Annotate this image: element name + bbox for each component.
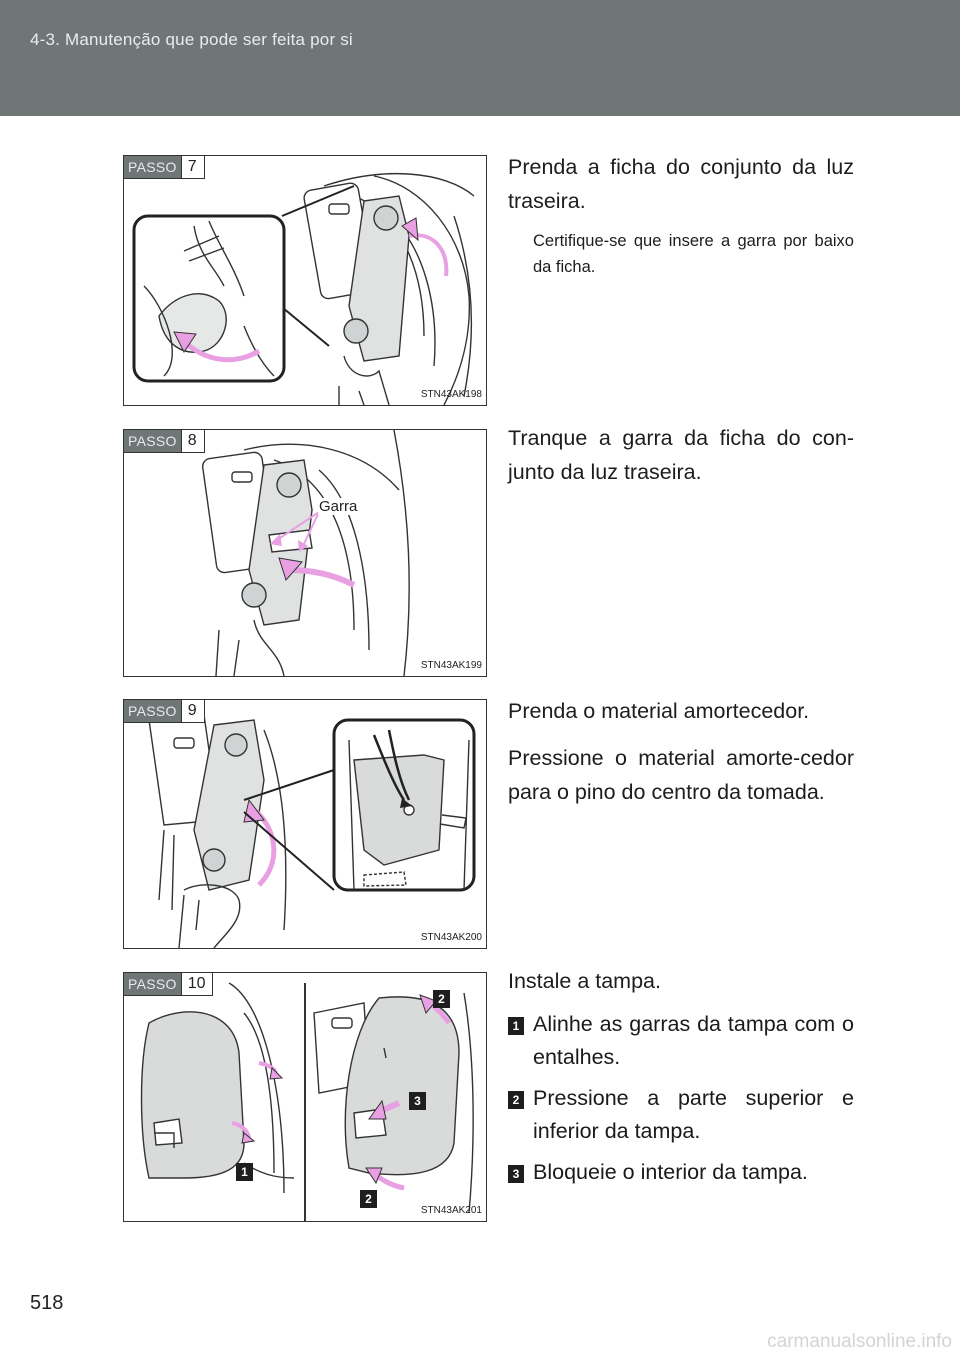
- figure-marker-1: 1: [236, 1163, 253, 1181]
- step-badge: [124, 973, 213, 996]
- substep-item: [508, 1156, 854, 1189]
- substep-number-box: 2: [508, 1091, 524, 1109]
- substep-text: Alinhe as garras da tampa com o entalhes.: [533, 1012, 854, 1069]
- step-8-text: [508, 421, 854, 489]
- step-word: PASSO: [124, 156, 181, 178]
- substep-list: [508, 1008, 854, 1189]
- substep-item: [508, 1082, 854, 1148]
- figure-marker-2-top: 2: [433, 990, 450, 1008]
- instruction-detail: Pressione o material amorte-cedor para o pino do centro da tomada.: [508, 746, 854, 804]
- step-word: PASSO: [124, 430, 181, 452]
- step-badge: [124, 430, 205, 453]
- step-word: PASSO: [124, 973, 181, 995]
- claw-callout-label: Garra: [319, 498, 358, 515]
- cushion-material-illustration: [124, 700, 486, 948]
- figure-code: STN43AK198: [420, 389, 482, 400]
- instruction: Instale a tampa.: [508, 969, 661, 993]
- note: Certifique-se que insere a garra por baixo da ficha.: [533, 232, 854, 276]
- step-number: 10: [181, 973, 212, 995]
- cover-install-illustration: [124, 973, 486, 1221]
- figure-code: STN43AK199: [420, 660, 482, 671]
- substep-item: [508, 1008, 854, 1074]
- step-10-text: [508, 964, 854, 1197]
- instruction: Prenda a ficha do conjunto da luz traseira.: [508, 155, 854, 213]
- substep-number-box: 3: [508, 1165, 524, 1183]
- figure-code: STN43AK200: [420, 932, 482, 943]
- figure-step-9: [123, 699, 487, 949]
- substep-text: Bloqueie o interior da tampa.: [533, 1160, 808, 1184]
- watermark: carmanualsonline.info: [767, 1331, 952, 1352]
- step-9-text: [508, 694, 854, 809]
- substep-number-box: 1: [508, 1017, 524, 1035]
- substep-text: Pressione a parte superior e inferior da tampa.: [533, 1086, 854, 1143]
- figure-step-8: [123, 429, 487, 677]
- section-title: 4-3. Manutenção que pode ser feita por si: [30, 30, 353, 49]
- figure-step-7: [123, 155, 487, 406]
- figure-marker-3: 3: [409, 1092, 426, 1110]
- tail-light-socket-illustration: [124, 156, 486, 405]
- step-badge: [124, 700, 205, 723]
- tail-light-claw-illustration: [124, 430, 486, 676]
- step-badge: [124, 156, 205, 179]
- page-header: [0, 0, 960, 116]
- step-number: 7: [181, 156, 204, 178]
- figure-marker-2-bottom: 2: [360, 1190, 377, 1208]
- instruction: Tranque a garra da ficha do con-junto da luz traseira.: [508, 426, 854, 484]
- step-number: 8: [181, 430, 204, 452]
- step-word: PASSO: [124, 700, 181, 722]
- step-number: 9: [181, 700, 204, 722]
- page-number: 518: [30, 1292, 64, 1314]
- figure-step-10: [123, 972, 487, 1222]
- step-7-text: [508, 150, 854, 280]
- instruction: Prenda o material amortecedor.: [508, 699, 810, 723]
- figure-code: STN43AK201: [420, 1205, 482, 1216]
